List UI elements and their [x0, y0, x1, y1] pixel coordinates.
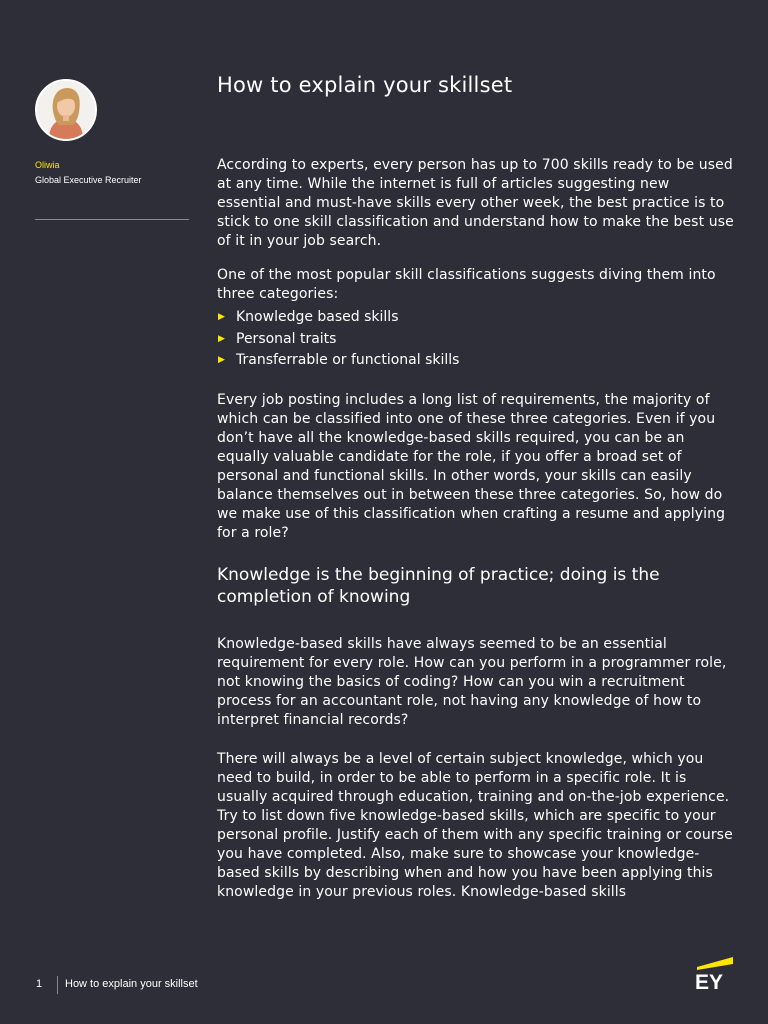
list-item [217, 307, 737, 329]
list-item-label: Knowledge based skills [236, 309, 399, 325]
list-item-label: Personal traits [236, 330, 337, 347]
arrow-bullet-icon: ▶ [218, 333, 225, 344]
paragraph-intro: According to experts, every person has up to 700 skills ready to be used at any time. While the internet is full of articles suggesting new essential and must-have skills every other week, the best practice is to stick to one skill classification and understand how to make the best use of it in your job search. [217, 157, 734, 249]
author-photo-icon [37, 81, 95, 139]
author-role: Global Executive Recruiter [35, 175, 142, 185]
author-sidebar [35, 79, 189, 220]
page-footer [0, 975, 768, 995]
sidebar-divider [35, 219, 189, 220]
author-name: Oliwia [35, 160, 60, 170]
article-body [217, 72, 737, 902]
section-subheading: Knowledge is the beginning of practice; doing is the completion of knowing [217, 564, 660, 607]
list-item [217, 350, 737, 372]
paragraph-subject-knowledge: There will always be a level of certain subject knowledge, which you need to build, in order to be able to perform in a specific role. It is usually acquired through education, training and on-the-job experience. Try to list down five knowledge-based skills, which are specific to your personal profile. Justify each of them with any specific training or course you have completed. Also, make sure to showcase your knowledge-based skills by describing when and how you have been applying this knowledge in your previous roles. Knowledge-based skills [217, 750, 733, 900]
paragraph-classification: One of the most popular skill classifications suggests diving them into three categories: [217, 267, 716, 302]
paragraph-knowledge: Knowledge-based skills have always seemed to be an essential requirement for every role. How can you perform in a programmer role, not knowing the basics of coding? How can you win a recruitment process for an accountant role, not having any knowledge of how to interpret financial records? [217, 635, 727, 728]
footer-title: How to explain your skillset [65, 978, 198, 990]
list-item [217, 329, 737, 351]
footer-divider [57, 976, 58, 994]
arrow-bullet-icon: ▶ [218, 312, 225, 322]
arrow-bullet-icon: ▶ [218, 355, 225, 365]
article-title: How to explain your skillset [217, 73, 513, 97]
ey-logo-text: EY [695, 971, 724, 991]
paragraph-requirements: Every job posting includes a long list of requirements, the majority of which can be classified into one of these three categories. Even if you don’t have all the knowledge-based skills required, you can be an equally valuable candidate for the role, if you offer a broad set of personal and functional skills. In other words, your skills can easily balance themselves out in between these three categories. So, how do we make use of this classification when crafting a resume and applying for a role? [217, 391, 726, 541]
skill-categories-list [217, 307, 737, 372]
author-avatar [35, 79, 97, 141]
ey-logo [695, 955, 735, 991]
list-item-label: Transferrable or functional skills [236, 352, 460, 368]
page-number: 1 [36, 978, 43, 990]
